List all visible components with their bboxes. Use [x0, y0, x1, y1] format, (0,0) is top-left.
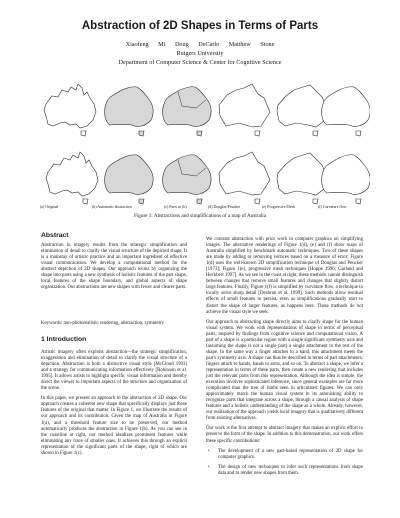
contributions-list [214, 449, 363, 477]
sublabel-a: (a) Original [40, 205, 59, 209]
panel-b-automatic [105, 87, 154, 136]
left-column [41, 243, 187, 295]
sublabel-b: (b) Automatic abstraction [92, 205, 132, 209]
panel-f-curvature-flow-large [322, 155, 370, 204]
panel-c-parts [163, 87, 212, 136]
panel-a-original [44, 84, 96, 136]
panel-f-curvature-flow [322, 87, 370, 136]
paper-affiliation-university: Rutgers University [176, 50, 224, 57]
paper-title: Abstraction of 2D Shapes in Terms of Parts [81, 20, 319, 32]
sublabel-f: (f) Curvature flow [318, 205, 347, 209]
intro-paragraph-2: In this paper, we present an approach to the abstraction of 2D shape. Our approach creates a coherent new shape that specifically displays just those features of the original that matter. In Figure 1, we illustrate the results of our approach and its contribution. Given the map of Australia in Figure 1(a), and a threshold feature size to be preserved, our method automatically produces the abstraction in Figure 1(b). As you can see in the coastline at right, our method idealizes prominent features while eliminating any trace of smaller ones. It achieves this through an explicit representation of the significant parts of the shape, right of which are shown in Figure 1(c). [41, 396, 187, 456]
figure-caption: Figure 1: Abstractions and simplifications of a map of Australia [133, 213, 267, 219]
intro-heading: 1 Introduction [41, 336, 87, 343]
right-column [206, 237, 363, 481]
panel-e-progressive-mesh-large [277, 153, 327, 204]
paper-authors: Xiaofeng Mi Doug DeCarlo Matthew Stone [125, 41, 275, 48]
right-paragraph-3: Our work is the first attempt to abstract imagery that makes an explicit effort to preserve the form of the shape. In addition to this demonstration, our work offers these specific contributions: [206, 426, 363, 444]
sublabel-d: (d) Douglas-Peucker [208, 205, 241, 209]
panel-e-progressive-mesh [277, 85, 327, 136]
abstract-heading: Abstract [41, 232, 69, 239]
panel-a-original-large [46, 152, 98, 204]
panel-d-douglas-peucker [219, 84, 270, 136]
panel-d-douglas-peucker-large [219, 152, 270, 204]
abstract-text: Abstraction in imagery results from the strategic simplification and elimination of detail to clarify the visual structure of the depicted shape. It is a mainstay of artistic practice and an important ingredient of effective visual communication. We develop a computational method for the abstract depiction of 2D shapes. Our approach works by organizing the shape into parts using a new synthesis of holistic features of the part shape, local features of the shape boundary, and global aspects of shape organization. Our abstractions are new shapes with fewer and clearer parts. [41, 243, 187, 291]
contribution-item-2: • The design of new techniques to infer such representations from shape data and to render new shapes from them. [214, 465, 363, 477]
figure-1 [40, 78, 370, 210]
intro-column [41, 350, 187, 461]
sublabel-c: (c) Parts in (b) [164, 205, 187, 209]
right-paragraph-1: We contrast abstraction with prior work in computer graphics on simplifying images. The alternative renderings of Figure 1(d), (e) and (f) show maps of Australia simplified by benchmark automatic techniques. Two of these shapes are made by adding or removing vertices based on a measure of error: Figure 1(d) uses the well-known 2D simplification technique of Douglas and Peucker [1973]; Figure 1(e), progressive mesh techniques [Hoppe 1996; Garland and Heckbert 1997]. As we see in the coast at right, these methods cannot distinguish between changes that remove small features and changes that slightly distort large features. Finally, Figure 1(f) is simplified by curvature flow, a technique to locally solve sharp detail [Desbrun et al. 1999]. Such methods allow residual effects of small features to persist, even as simplifications gradually start to distort the shape of larger features, as happens here. These methods do not achieve the visual style we seek. [206, 237, 363, 315]
panel-c-parts-large [163, 155, 212, 204]
panel-b-automatic-large [105, 155, 154, 204]
sublabel-e: (e) Progressive Mesh [262, 205, 296, 209]
keywords: Keywords: non-photorealistic rendering, abstraction, symmetry [41, 321, 164, 326]
australia-map-grid [40, 78, 370, 210]
contribution-item-1: • The development of a new part-based representation of 2D shape for computer graphics. [214, 449, 363, 461]
right-paragraph-2: Our approach to abstracting shape directly aims to clarify shape for the human visual system. We work with representations of shape in terms of perceptual parts, inspired by findings from cognitive science and computational vision. A part of a shape is a particular region with a single significant symmetry axis and (assuming the shape is not a single part) a single attachment to the rest of the shape. In the same way a finger attaches to a hand, this attachment meets the part's symmetry axis. A shape can thus be described in terms of part attachments: fingers attach to hands, hands to arms, and so on. To abstract a shape, we infer a representation in terms of these parts, then create a new rendering that includes just the relevant parts from this representation. Although the idea is simple, the execution involves sophisticated inference, since general examples are far more complicated than the tree of limbs seen in articulated figures. We can only approximately match the human visual system in its astonishing ability to recognize parts that integrate across a shape, through a causal analysis of shape features and a holistic understanding of the shape as a whole. Already, however, our realization of the approach yields lucid imagery that is qualitatively different from existing alternatives. [206, 319, 363, 422]
intro-paragraph-1: Artistic imagery often exploits abstraction—the strategic simplification, exaggeration and elimination of detail to clarify the visual structure of a depiction. Abstraction is both a distinctive visual style [McCloud 1993] and a strategy for communicating information effectively [Robinson et al. 1995]. It allows artists to highlight specific visual information and thereby direct the viewer to important aspects of the structure and organization of the scene. [41, 350, 187, 392]
paper-affiliation-department: Department of Computer Science & Center for Cognitive Science [118, 59, 282, 66]
